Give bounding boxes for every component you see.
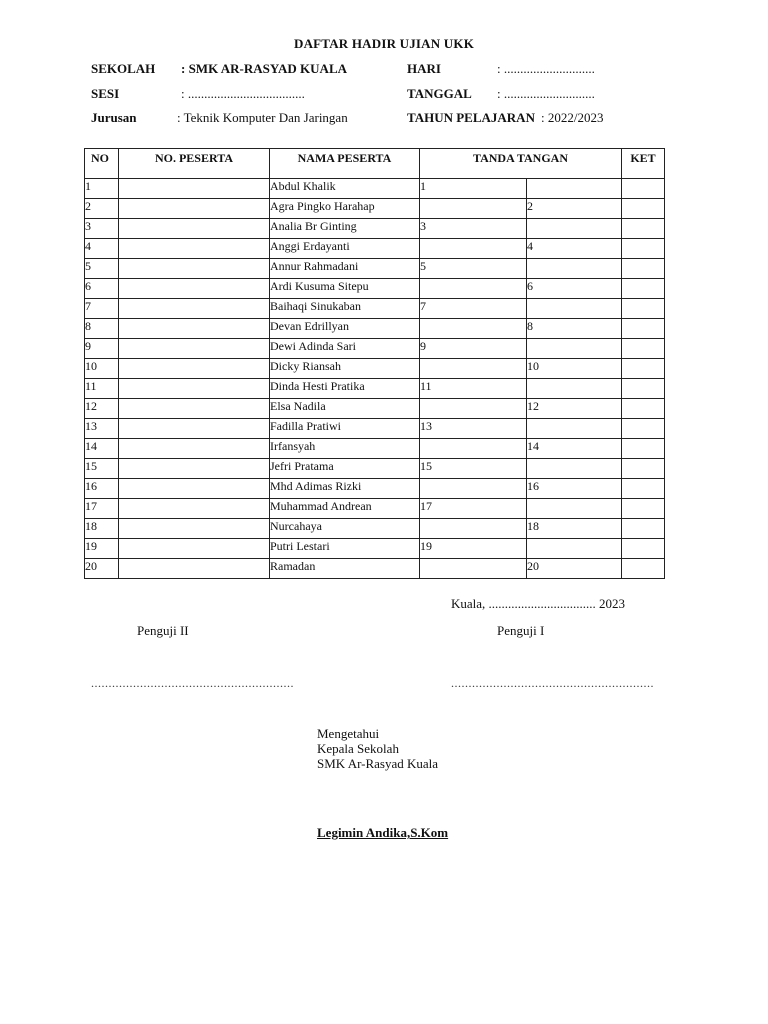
- row-no-peserta: [119, 539, 270, 559]
- row-signature-left: 11: [420, 379, 527, 399]
- row-ket: [622, 219, 665, 239]
- row-signature-left: [420, 559, 527, 579]
- row-nama-peserta: Elsa Nadila: [270, 399, 420, 419]
- row-signature-right: [527, 379, 622, 399]
- row-ket: [622, 499, 665, 519]
- table-header-row: [85, 149, 665, 179]
- row-ket: [622, 319, 665, 339]
- table-row: [85, 319, 665, 339]
- penguji-1-label: Penguji I: [497, 623, 545, 638]
- row-ket: [622, 479, 665, 499]
- row-signature-right: [527, 219, 622, 239]
- table-row: [85, 339, 665, 359]
- row-ket: [622, 279, 665, 299]
- row-signature-left: [420, 199, 527, 219]
- row-signature-right: [527, 539, 622, 559]
- hari-label: HARI: [407, 61, 441, 76]
- row-signature-left: 13: [420, 419, 527, 439]
- table-row: [85, 379, 665, 399]
- table-row: [85, 279, 665, 299]
- row-number: 2: [85, 199, 119, 219]
- row-no-peserta: [119, 259, 270, 279]
- row-ket: [622, 259, 665, 279]
- row-signature-left: [420, 319, 527, 339]
- table-row: [85, 519, 665, 539]
- row-signature-right: 20: [527, 559, 622, 579]
- row-nama-peserta: Irfansyah: [270, 439, 420, 459]
- jurusan-label: Jurusan: [91, 110, 137, 125]
- row-no-peserta: [119, 499, 270, 519]
- row-nama-peserta: Ardi Kusuma Sitepu: [270, 279, 420, 299]
- row-number: 13: [85, 419, 119, 439]
- place-date: Kuala, ................................. 2023: [451, 596, 626, 611]
- row-number: 16: [85, 479, 119, 499]
- row-signature-right: [527, 179, 622, 199]
- row-number: 12: [85, 399, 119, 419]
- row-number: 10: [85, 359, 119, 379]
- row-signature-left: [420, 239, 527, 259]
- row-signature-right: 4: [527, 239, 622, 259]
- tahun-label: TAHUN PELAJARAN: [407, 110, 535, 125]
- row-no-peserta: [119, 219, 270, 239]
- row-signature-left: 3: [420, 219, 527, 239]
- row-ket: [622, 459, 665, 479]
- row-signature-right: [527, 339, 622, 359]
- table-row: [85, 439, 665, 459]
- row-number: 4: [85, 239, 119, 259]
- row-nama-peserta: Anggi Erdayanti: [270, 239, 420, 259]
- row-no-peserta: [119, 299, 270, 319]
- table-row: [85, 219, 665, 239]
- row-signature-left: 15: [420, 459, 527, 479]
- row-ket: [622, 239, 665, 259]
- signature-line-penguji-2: ..........................................................: [91, 676, 294, 690]
- row-number: 11: [85, 379, 119, 399]
- table-row: [85, 479, 665, 499]
- row-signature-right: [527, 299, 622, 319]
- row-no-peserta: [119, 399, 270, 419]
- row-no-peserta: [119, 519, 270, 539]
- row-signature-left: [420, 279, 527, 299]
- jurusan-value: : Teknik Komputer Dan Jaringan: [177, 110, 348, 125]
- row-number: 1: [85, 179, 119, 199]
- school-name-text: SMK Ar-Rasyad Kuala: [317, 756, 439, 771]
- sekolah-value: : SMK AR-RASYAD KUALA: [181, 61, 348, 76]
- sesi-label: SESI: [91, 86, 120, 101]
- row-signature-left: 19: [420, 539, 527, 559]
- table-row: [85, 419, 665, 439]
- table-row: [85, 359, 665, 379]
- row-ket: [622, 399, 665, 419]
- row-number: 17: [85, 499, 119, 519]
- row-signature-right: 16: [527, 479, 622, 499]
- row-no-peserta: [119, 339, 270, 359]
- row-no-peserta: [119, 279, 270, 299]
- row-signature-right: 6: [527, 279, 622, 299]
- row-no-peserta: [119, 239, 270, 259]
- row-no-peserta: [119, 199, 270, 219]
- kepala-sekolah-text: Kepala Sekolah: [317, 741, 399, 756]
- row-signature-right: [527, 259, 622, 279]
- tahun-value: : 2022/2023: [541, 110, 604, 125]
- row-signature-left: 7: [420, 299, 527, 319]
- row-signature-right: 18: [527, 519, 622, 539]
- row-no-peserta: [119, 379, 270, 399]
- attendance-table: [84, 148, 665, 579]
- table-row: [85, 259, 665, 279]
- mengetahui-text: Mengetahui: [317, 726, 380, 741]
- table-row: [85, 559, 665, 579]
- row-signature-right: 2: [527, 199, 622, 219]
- signature-line-penguji-1: ..........................................................: [451, 676, 654, 690]
- row-signature-left: 9: [420, 339, 527, 359]
- row-nama-peserta: Putri Lestari: [270, 539, 420, 559]
- row-number: 15: [85, 459, 119, 479]
- row-no-peserta: [119, 439, 270, 459]
- row-signature-left: 5: [420, 259, 527, 279]
- tanggal-label: TANGGAL: [407, 86, 472, 101]
- row-no-peserta: [119, 559, 270, 579]
- row-no-peserta: [119, 479, 270, 499]
- row-no-peserta: [119, 359, 270, 379]
- row-ket: [622, 559, 665, 579]
- row-ket: [622, 179, 665, 199]
- row-ket: [622, 419, 665, 439]
- row-signature-right: [527, 419, 622, 439]
- row-nama-peserta: Dicky Riansah: [270, 359, 420, 379]
- row-nama-peserta: Ramadan: [270, 559, 420, 579]
- row-no-peserta: [119, 319, 270, 339]
- row-number: 9: [85, 339, 119, 359]
- row-number: 18: [85, 519, 119, 539]
- table-row: [85, 179, 665, 199]
- sekolah-label: SEKOLAH: [91, 61, 156, 76]
- table-body: [85, 179, 665, 579]
- row-no-peserta: [119, 459, 270, 479]
- row-number: 6: [85, 279, 119, 299]
- row-ket: [622, 299, 665, 319]
- row-ket: [622, 439, 665, 459]
- row-ket: [622, 519, 665, 539]
- table-row: [85, 459, 665, 479]
- row-signature-right: 14: [527, 439, 622, 459]
- row-signature-left: 17: [420, 499, 527, 519]
- row-nama-peserta: Agra Pingko Harahap: [270, 199, 420, 219]
- row-nama-peserta: Dewi Adinda Sari: [270, 339, 420, 359]
- column-header-no-peserta: NO. PESERTA: [119, 149, 270, 179]
- row-number: 8: [85, 319, 119, 339]
- table-row: [85, 199, 665, 219]
- row-number: 19: [85, 539, 119, 559]
- row-nama-peserta: Analia Br Ginting: [270, 219, 420, 239]
- row-signature-right: [527, 499, 622, 519]
- row-signature-right: 10: [527, 359, 622, 379]
- column-header-no: NO: [85, 149, 119, 179]
- row-nama-peserta: Devan Edrillyan: [270, 319, 420, 339]
- row-ket: [622, 339, 665, 359]
- row-number: 7: [85, 299, 119, 319]
- row-number: 20: [85, 559, 119, 579]
- row-signature-left: [420, 359, 527, 379]
- row-nama-peserta: Fadilla Pratiwi: [270, 419, 420, 439]
- tanggal-value: : ............................: [497, 86, 595, 101]
- row-number: 3: [85, 219, 119, 239]
- table-row: [85, 239, 665, 259]
- row-nama-peserta: Abdul Khalik: [270, 179, 420, 199]
- sesi-value: : ....................................: [181, 86, 305, 101]
- row-nama-peserta: Mhd Adimas Rizki: [270, 479, 420, 499]
- table-row: [85, 399, 665, 419]
- row-ket: [622, 199, 665, 219]
- table-row: [85, 499, 665, 519]
- row-signature-left: [420, 479, 527, 499]
- column-header-tanda-tangan: TANDA TANGAN: [420, 149, 622, 179]
- row-ket: [622, 379, 665, 399]
- row-signature-left: [420, 439, 527, 459]
- row-nama-peserta: Muhammad Andrean: [270, 499, 420, 519]
- row-signature-left: [420, 519, 527, 539]
- row-signature-right: [527, 459, 622, 479]
- row-nama-peserta: Dinda Hesti Pratika: [270, 379, 420, 399]
- row-no-peserta: [119, 179, 270, 199]
- row-ket: [622, 539, 665, 559]
- row-signature-left: [420, 399, 527, 419]
- table-row: [85, 539, 665, 559]
- row-ket: [622, 359, 665, 379]
- table-row: [85, 299, 665, 319]
- penguji-2-label: Penguji II: [137, 623, 189, 638]
- row-signature-left: 1: [420, 179, 527, 199]
- document-title: DAFTAR HADIR UJIAN UKK: [293, 36, 475, 51]
- column-header-ket: KET: [622, 149, 665, 179]
- principal-name: Legimin Andika,S.Kom: [317, 825, 449, 840]
- hari-value: : ............................: [497, 61, 595, 76]
- row-number: 5: [85, 259, 119, 279]
- row-number: 14: [85, 439, 119, 459]
- row-signature-right: 8: [527, 319, 622, 339]
- row-nama-peserta: Baihaqi Sinukaban: [270, 299, 420, 319]
- row-nama-peserta: Nurcahaya: [270, 519, 420, 539]
- row-signature-right: 12: [527, 399, 622, 419]
- row-nama-peserta: Jefri Pratama: [270, 459, 420, 479]
- column-header-nama-peserta: NAMA PESERTA: [270, 149, 420, 179]
- row-nama-peserta: Annur Rahmadani: [270, 259, 420, 279]
- row-no-peserta: [119, 419, 270, 439]
